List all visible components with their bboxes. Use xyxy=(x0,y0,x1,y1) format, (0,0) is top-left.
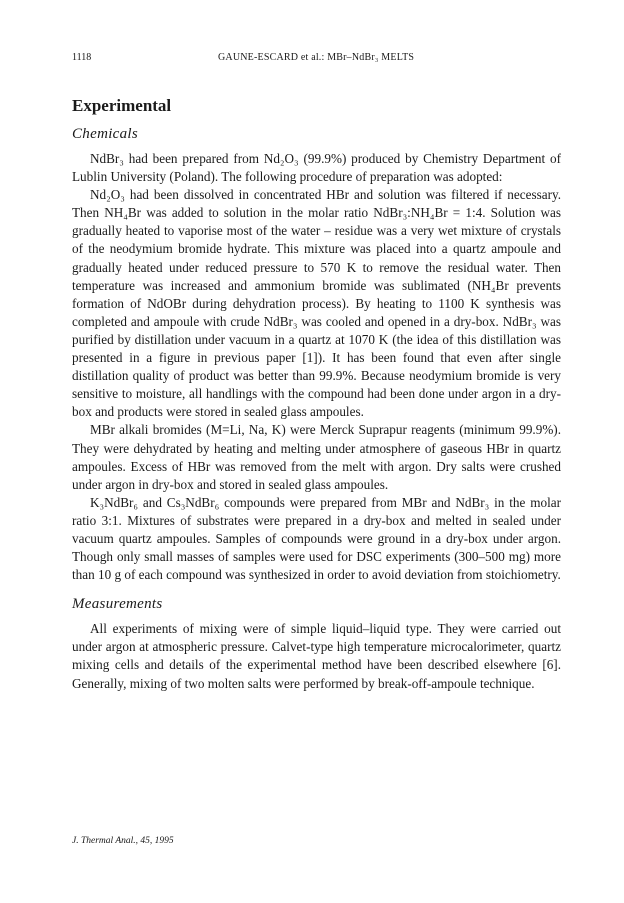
section-title: Experimental xyxy=(72,96,172,115)
page-number: 1118 xyxy=(72,52,92,63)
journal-footer: J. Thermal Anal., 45, 1995 xyxy=(72,836,174,846)
chemicals-paragraph-3: MBr alkali bromides (M=Li, Na, K) were Merck Suprapur reagents (minimum 99.9%). They were dehydrated by heating and melting under atmosphere of gaseous HBr in quartz ampoules. Excess of HBr was removed from the melt with argon. Dry salts were crushed under argon in dry-box and stored in sealed glass ampoules. xyxy=(72,422,561,492)
chemicals-paragraph-1: NdBr₃ had been prepared from Nd₂O₃ (99.9%) produced by Chemistry Department of Lublin University (Poland). The following procedure of preparation was adopted: xyxy=(72,151,561,185)
measurements-paragraph-1: All experiments of mixing were of simple liquid–liquid type. They were carried out under argon at atmospheric pressure. Calvet-type high temperature microcalorimeter, quartz mixing cells and details of the experimental method have been described elsewhere [6]. Generally, mixing of two molten salts were performed by break-off-ampoule technique. xyxy=(72,621,561,691)
chemicals-paragraph-4: K₃NdBr₆ and Cs₃NdBr₆ compounds were prepared from MBr and NdBr₃ in the molar ratio 3:1. Mixtures of substrates were prepared in a dry-box and melted in sealed under vacuum quartz ampoules. Samples of compounds were ground in a dry-box under argon. Though only small masses of samples were used for DSC experiments (300–500 mg) more than 10 g of each compound was synthesized in order to avoid deviation from stoichiometry. xyxy=(72,494,561,583)
measurements-heading: Measurements xyxy=(72,596,163,613)
page-body xyxy=(72,52,561,693)
running-head xyxy=(72,52,561,70)
chemicals-paragraph-2: Nd₂O₃ had been dissolved in concentrated HBr and solution was filtered if necessary. Then NH₄Br was added to solution in the molar ratio NdBr₃:NH₄Br = 1:4. Solution was gradually heated to vaporise most of the water – residue was a very wet mixture of crystals of the neodymium bromide hydrate. This mixture was placed into a quartz ampoule and gradually heated under reduced pressure to 570 K to remove the residual water. Then temperature was increased and ammonium bromide was sublimated (NH₄Br prevents formation of NdOBr during dehydration process). By heating to 1100 K synthesis was completed and ampoule with crude NdBr₃ was cooled and opened in a dry-box. NdBr₃ was purified by distillation under vacuum in a quartz at 1070 K (the idea of this distillation was presented in a figure in previous paper [1]). It has been found that even after single distillation quality of product was better than 99.9%. Because neodymium bromide is very sensitive to moisture, all handlings with the compound had been done under argon in a dry-box and products were stored in sealed glass ampoules. xyxy=(72,187,561,420)
running-title: GAUNE-ESCARD et al.: MBr–NdBr₃ MELTS xyxy=(218,52,415,63)
chemicals-heading: Chemicals xyxy=(72,126,139,142)
